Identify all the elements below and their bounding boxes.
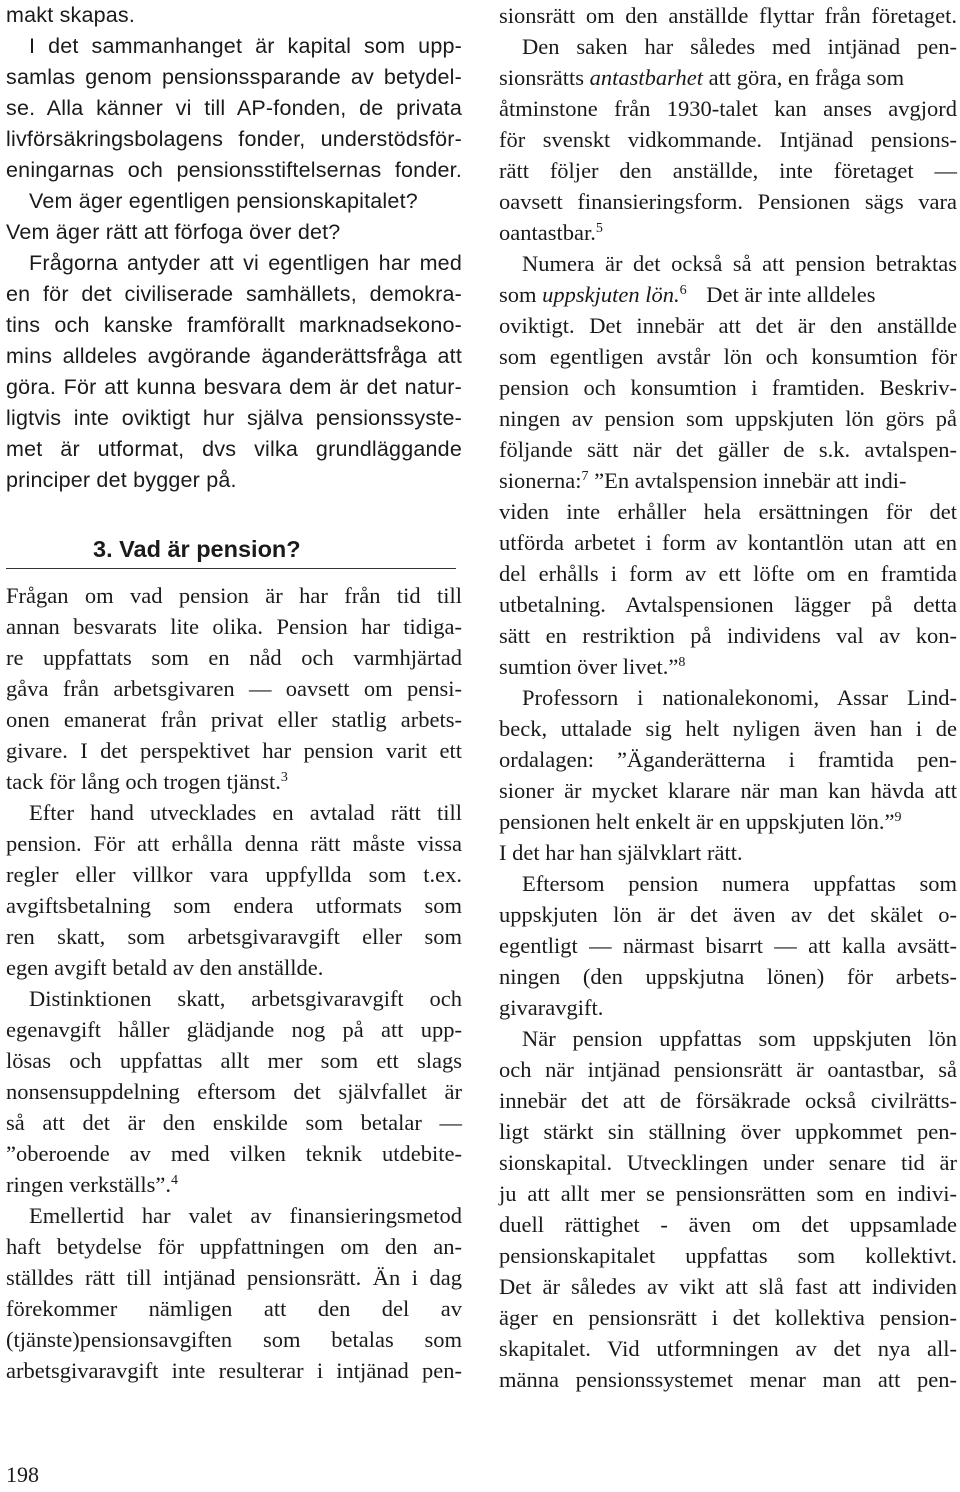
text-line: ställdes rätt till intjänad pensionsrätt. Än i dag [6, 1265, 462, 1290]
text-line: sionsrätt om den anställde flyttar från företaget. [499, 3, 957, 28]
text-line: makt skapas. [6, 3, 136, 27]
right-column [499, 0, 957, 1395]
text-line: livförsäkringsbolagens fonder, understödsför- [6, 127, 462, 151]
text-line: samlas genom pensionssparande av betydel- [6, 65, 462, 89]
text-line: I det sammanhanget är kapital som upp- [29, 34, 462, 58]
text-line: Den saken har således med intjänad pen- [522, 34, 957, 59]
text-line: beck, uttalade sig helt nyligen även han i de [499, 716, 957, 741]
text-line: ”oberoende av med vilken teknik utdebite- [6, 1141, 462, 1166]
text-run: ”En avtalspension innebär att indi- [588, 468, 907, 493]
text-line: givaravgift. [499, 995, 604, 1020]
text-line: en för det civiliserade samhällets, demokra- [6, 282, 462, 306]
text-line: haft betydelse för uppfattningen om den an- [6, 1234, 462, 1259]
text-line: innebär det att de försäkrade också civilrätts- [499, 1088, 957, 1113]
text-line [499, 465, 957, 496]
text-line: Vem äger egentligen pensionskapitalet? [29, 189, 418, 213]
text-line: givare. I det perspektivet har pension varit ett [6, 738, 462, 763]
text-line: När pension uppfattas som uppskjuten lön [522, 1026, 957, 1051]
footnote-ref: 5 [595, 221, 603, 236]
text-line [499, 651, 957, 682]
paragraph-intro [6, 0, 462, 496]
text-line: pension och konsumtion i framtiden. Beskriv- [499, 375, 957, 400]
text-line: nonsensuppdelning eftersom det självfallet är [6, 1079, 462, 1104]
text-line: sionskapital. Utvecklingen under senare tid är [499, 1150, 957, 1175]
text-line: Frågorna antyder att vi egentligen har med [29, 251, 462, 275]
text-line: Emellertid har valet av finansieringsmetod [29, 1203, 462, 1228]
text-line: pension. För att erhålla denna rätt måste vissa [6, 831, 462, 856]
text-line: Eftersom pension numera uppfattas som [522, 871, 957, 896]
text-line: följande sätt när det gäller de s.k. avtalspen- [499, 437, 957, 462]
heading-rule [6, 568, 456, 569]
text-line [499, 62, 957, 93]
text-line: förekommer nämligen att den del av [6, 1296, 462, 1321]
text-line [6, 766, 462, 797]
text-line: ju att allt mer se pensionsrätten som en indivi- [499, 1181, 957, 1206]
text-line: som egentligen avstår lön och konsumtion för [499, 344, 957, 369]
text-line: ordalagen: ”Äganderätterna i framtida pen- [499, 747, 957, 772]
text-line: se. Alla känner vi till AP-fonden, de privata [6, 96, 462, 120]
text-line: utbetalning. Avtalspensionen lägger på detta [499, 592, 957, 617]
text-line: männa pensionssystemet menar man att pen- [499, 1367, 957, 1392]
text-line: sätt en restriktion på individens val av kon- [499, 623, 957, 648]
footnote-ref: 7 [581, 469, 589, 484]
text-run: pensionen helt enkelt är en uppskjuten lön.” [499, 809, 895, 834]
text-line: re uppfattats som en nåd och varmhjärtad [6, 645, 462, 670]
text-line: I det har han självklart rätt. [499, 840, 743, 865]
text-line: uppskjuten lön är det även av det skälet o- [499, 902, 957, 927]
text-run-italic: antastbarhet [589, 65, 703, 90]
text-line: oavsett finansieringsform. Pensionen sägs vara [499, 189, 957, 214]
text-run: sionerna: [499, 468, 582, 493]
text-line: arbetsgivaravgift inte resulterar i intjänad pen- [6, 1358, 462, 1383]
text-line [499, 806, 957, 837]
text-line: göra. För att kunna besvara dem är det natur- [6, 375, 462, 399]
text-line: met är utformat, dvs vilka grundläggande [6, 437, 462, 461]
text-run: oantastbar. [499, 220, 596, 245]
footnote-ref: 4 [170, 1173, 178, 1188]
text-run: ringen verkställs”. [6, 1172, 171, 1197]
text-run: att göra, en fråga som [703, 65, 905, 90]
footnote-ref: 9 [894, 810, 902, 825]
text-run: Det är inte alldeles [700, 282, 876, 307]
text-line: för svenskt vidkommande. Intjänad pensions- [499, 127, 957, 152]
text-line: egenavgift håller glädjande nog på att upp- [6, 1017, 462, 1042]
text-line: oviktigt. Det innebär att det är den anställde [499, 313, 957, 338]
text-line: regler eller villkor vara uppfyllda som t.ex. [6, 862, 462, 887]
text-run: tack för lång och trogen tjänst. [6, 769, 281, 794]
text-line: ligtvis inte oviktigt hur själva pensionssyste- [6, 406, 462, 430]
text-line: utförda arbetet i form av kontantlön utan att en [499, 530, 957, 555]
text-line: rätt följer den anställde, inte företaget — [499, 158, 957, 183]
text-line: Professorn i nationalekonomi, Assar Lind- [522, 685, 957, 710]
text-line: ligt stärkt sin ställning över uppkommet pen- [499, 1119, 957, 1144]
paragraph-body [6, 580, 462, 1386]
text-line: och när intjänad pensionsrätt är oantastbar, så [499, 1057, 957, 1082]
footnote-ref: 6 [679, 283, 687, 298]
text-line: mins alldeles avgörande äganderättsfråga att [6, 344, 462, 368]
text-line: ningen av pension som uppskjuten lön görs på [499, 406, 957, 431]
text-line: viden inte erhåller hela ersättningen för det [499, 499, 957, 524]
text-line: pensionskapitalet uppfattas som kollektivt. [499, 1243, 957, 1268]
text-line: eningarnas och pensionsstiftelsernas fonder. [6, 158, 462, 182]
section-heading: 3. Vad är pension? [93, 536, 301, 562]
text-run-italic: uppskjuten lön. [542, 282, 680, 307]
text-line: egen avgift betald av den anställde. [6, 955, 324, 980]
text-line: lösas och uppfattas allt mer som ett slags [6, 1048, 462, 1073]
text-line: principer det bygger på. [6, 468, 237, 492]
text-line: del erhålls i form av ett löfte om en framtida [499, 561, 957, 586]
text-line: Distinktionen skatt, arbetsgivaravgift och [29, 986, 462, 1011]
page-number: 198 [6, 1462, 39, 1487]
text-line: Numera är det också så att pension betraktas [522, 251, 957, 276]
text-line: gåva från arbetsgivaren — oavsett om pensi- [6, 676, 462, 701]
text-run: som [499, 282, 543, 307]
text-line [499, 279, 957, 310]
text-line: duell rättighet - även om det uppsamlade [499, 1212, 957, 1237]
text-line [499, 217, 957, 248]
text-line: (tjänste)pensionsavgiften som betalas som [6, 1327, 462, 1352]
text-line: Vem äger rätt att förfoga över det? [6, 220, 341, 244]
text-line: tins och kanske framförallt marknadsekono- [6, 313, 462, 337]
text-line: så att det är den enskilde som betalar — [6, 1110, 462, 1135]
footnote-ref: 8 [678, 655, 686, 670]
text-line: Efter hand utvecklades en avtalad rätt till [29, 800, 462, 825]
text-run: sionsrätts [499, 65, 590, 90]
text-line: ren skatt, som arbetsgivaravgift eller som [6, 924, 462, 949]
text-line: Det är således av vikt att slå fast att individen [499, 1274, 957, 1299]
text-run: sumtion över livet.” [499, 654, 679, 679]
text-line [6, 1169, 462, 1200]
text-line: annan besvarats lite olika. Pension har tidiga- [6, 614, 462, 639]
text-line: onen emanerat från privat eller statlig arbets- [6, 707, 462, 732]
footnote-ref: 3 [280, 770, 288, 785]
text-line: åtminstone från 1930-talet kan anses avgjord [499, 96, 957, 121]
text-line: avgiftsbetalning som endera utformats som [6, 893, 462, 918]
text-line: sioner är mycket klarare när man kan hävda att [499, 778, 957, 803]
text-line: skapitalet. Vid utformningen av det nya all- [499, 1336, 957, 1361]
text-line: ningen (den uppskjutna lönen) för arbets- [499, 964, 957, 989]
text-line: Frågan om vad pension är har från tid till [6, 583, 462, 608]
text-line: egentligt — närmast bisarrt — att kalla avsätt- [499, 933, 957, 958]
text-line: äger en pensionsrätt i det kollektiva pension- [499, 1305, 957, 1330]
